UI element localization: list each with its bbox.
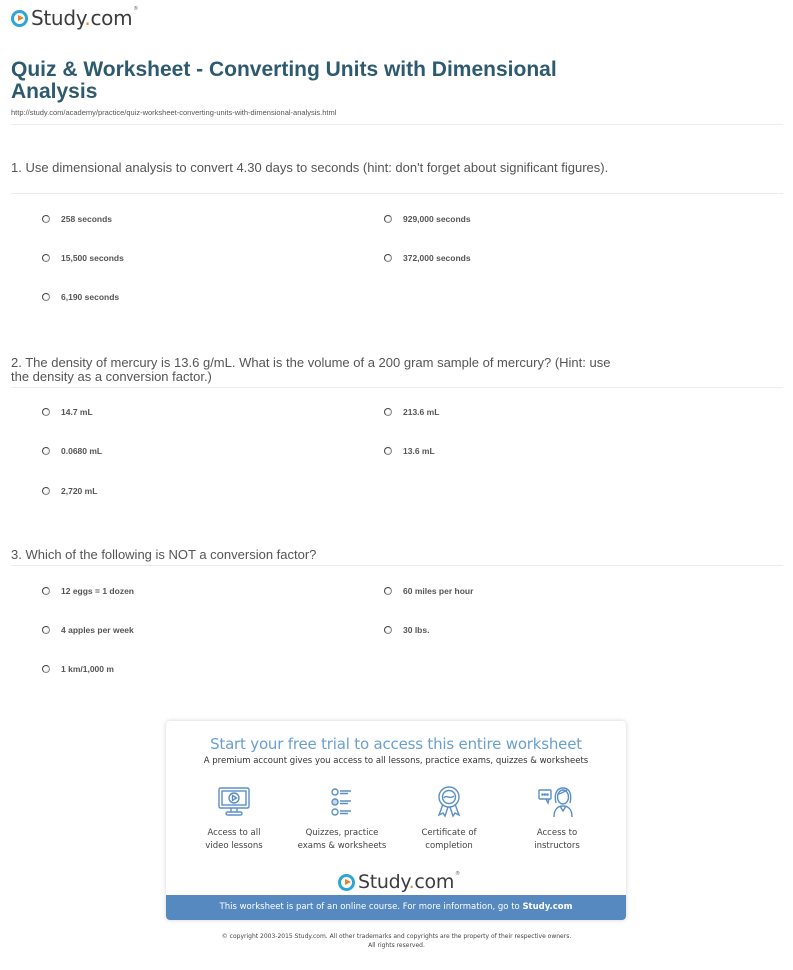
page-url[interactable]: http://study.com/academy/practice/quiz-worksheet-converting-units-with-dimensional-analysis.html <box>11 108 337 117</box>
feature-label-line: exams & worksheets <box>297 841 387 851</box>
option-label: 4 apples per week <box>61 625 134 635</box>
answer-option[interactable] <box>384 214 471 224</box>
play-logo-icon <box>11 10 28 27</box>
option-label: 258 seconds <box>61 214 113 224</box>
answer-option[interactable] <box>42 625 134 635</box>
video-lesson-icon <box>217 785 251 819</box>
option-label: 15,500 seconds <box>61 253 124 263</box>
option-label: 13.6 mL <box>403 446 435 456</box>
option-label: 12 eggs = 1 dozen <box>61 586 134 596</box>
option-label: 14.7 mL <box>61 407 93 417</box>
radio-button[interactable] <box>42 408 50 416</box>
feature-label-line: Certificate of <box>421 828 477 838</box>
radio-button[interactable] <box>384 254 392 262</box>
feature-instructors <box>503 785 611 853</box>
feature-label-line: Quizzes, practice <box>305 828 379 838</box>
question-text: 3. Which of the following is NOT a conversion factor? <box>11 547 317 562</box>
answer-option[interactable] <box>384 407 439 417</box>
radio-button[interactable] <box>42 626 50 634</box>
play-logo-icon <box>338 874 355 891</box>
feature-quizzes <box>288 785 396 853</box>
radio-button[interactable] <box>42 293 50 301</box>
radio-button[interactable] <box>42 487 50 495</box>
answer-option[interactable] <box>42 586 134 596</box>
answer-option[interactable] <box>42 214 112 224</box>
copyright-line: © copyright 2003-2015 Study.com. All other trademarks and copyrights are the property of their respective owners. <box>221 933 572 940</box>
option-label: 1 km/1,000 m <box>61 664 114 674</box>
answer-option[interactable] <box>42 407 93 417</box>
online-course-banner[interactable] <box>166 895 626 920</box>
radio-button[interactable] <box>42 254 50 262</box>
copyright-notice <box>0 932 793 950</box>
feature-label-line: completion <box>425 841 473 851</box>
option-label: 213.6 mL <box>403 407 440 417</box>
divider <box>11 565 783 566</box>
radio-button[interactable] <box>42 215 50 223</box>
study-com-link[interactable]: Study.com <box>522 902 573 912</box>
certificate-icon <box>432 785 466 819</box>
promo-subtitle: A premium account gives you access to all lessons, practice exams, quizzes & worksheets <box>203 756 589 766</box>
radio-button[interactable] <box>42 447 50 455</box>
divider <box>11 124 783 125</box>
quiz-list-icon <box>325 785 359 819</box>
answer-option[interactable] <box>384 586 473 596</box>
feature-label-line: instructors <box>534 841 580 851</box>
answer-option[interactable] <box>384 446 435 456</box>
answer-option[interactable] <box>42 486 97 496</box>
question-text: 2. The density of mercury is 13.6 g/mL. What is the volume of a 200 gram sample of mercury? (Hint: use the density as a conversion factor.) <box>11 355 611 384</box>
question-text: 1. Use dimensional analysis to convert 4.30 days to seconds (hint: don't forget about significant figures). <box>11 160 609 175</box>
copyright-line: All rights reserved. <box>368 942 425 949</box>
answer-option[interactable] <box>42 253 124 263</box>
feature-video-lessons <box>180 785 288 853</box>
study-com-logo[interactable] <box>11 6 138 30</box>
banner-text: This worksheet is part of an online course. For more information, go to <box>219 902 523 912</box>
option-label: 372,000 seconds <box>403 253 471 263</box>
radio-button[interactable] <box>384 626 392 634</box>
option-label: 6,190 seconds <box>61 292 120 302</box>
answer-option[interactable] <box>384 253 471 263</box>
logo-wordmark: Study.com® <box>31 6 138 30</box>
option-label: 2,720 mL <box>61 486 98 496</box>
radio-button[interactable] <box>384 587 392 595</box>
promo-title[interactable]: Start your free trial to access this entire worksheet <box>210 735 582 753</box>
feature-label-line: Access to <box>536 828 578 838</box>
answer-option[interactable] <box>42 446 102 456</box>
divider <box>11 387 783 388</box>
answer-option[interactable] <box>42 292 119 302</box>
radio-button[interactable] <box>42 665 50 673</box>
page-title: Quiz & Worksheet - Converting Units with Dimensional Analysis <box>11 58 557 103</box>
instructor-icon <box>537 785 577 819</box>
answer-option[interactable] <box>42 664 114 674</box>
radio-button[interactable] <box>42 587 50 595</box>
feature-certificate <box>395 785 503 853</box>
radio-button[interactable] <box>384 408 392 416</box>
radio-button[interactable] <box>384 215 392 223</box>
study-com-logo[interactable] <box>338 871 460 893</box>
option-label: 60 miles per hour <box>403 586 474 596</box>
free-trial-promo[interactable] <box>166 721 626 920</box>
option-label: 30 lbs. <box>403 625 430 635</box>
feature-label-line: Access to all <box>207 828 261 838</box>
answer-option[interactable] <box>384 625 429 635</box>
feature-label-line: video lessons <box>205 841 263 851</box>
option-label: 929,000 seconds <box>403 214 471 224</box>
radio-button[interactable] <box>384 447 392 455</box>
divider <box>11 193 783 194</box>
option-label: 0.0680 mL <box>61 446 103 456</box>
logo-wordmark: Study.com® <box>358 871 460 893</box>
